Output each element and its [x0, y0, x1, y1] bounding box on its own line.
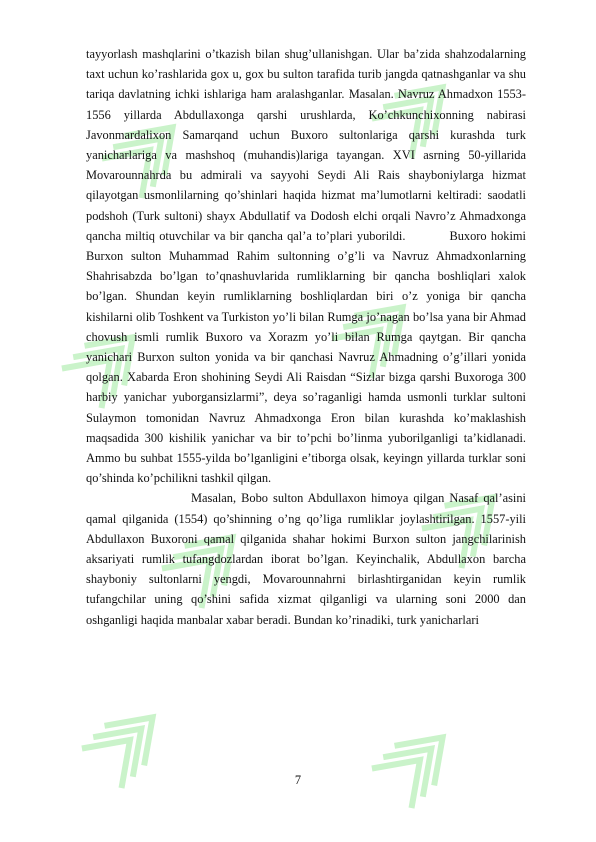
paragraph-2: Masalan, Bobo sulton Abdullaxon himoya qilgan Nasaf qal’asini qamal qilganida (1554) qo’shinning o’ng qo’liga rumliklar joylashtirilgan. 1557-yili Abdullaxon Buxoroni qamal qilganida shahar hokimi Burxon sulton jangchilarinish aksariyati rumlik tufangdozlardan iborat bo’lgan. Keyinchalik, Abdullaxon barcha shayboniy sultonlarni yengdi, Movarounnahrni birlashtirganidan keyin rumlik tufangchilar uning qo’shini safida xizmat qilganligi va ularning soni 2000 dan oshganligi haqida manbalar xabar beradi. Bundan ko’rinadiki, turk yanicharlari — [86, 491, 526, 627]
page-number: 7 — [294, 773, 302, 787]
watermark-chevron — [93, 709, 161, 777]
watermark-chevron — [105, 698, 173, 766]
body-text — [86, 44, 526, 630]
watermark-mark — [372, 718, 463, 809]
paragraph-1: tayyorlash mashqlarini o’tkazish bilan shug’ullanishgan. Ular ba’zida shahzodalarning taxt uchun ko’rashlarida gox u, gox bu sulton tarafida turib jangda qatnashganlar va shu tariqa davlatning ichki ishlariga ham aralashganlar. Masalan. Navruz Ahmadxon 1553-1556 yillarda Abdullaxonga qarshi urushlarda, Ko’chkunchixonning nabirasi Javonmardalixon Samarqand uchun Buxoro sultonlariga qarshi kurashda turk yanicharlariga va mashshoq (muhandis)lariga tayangan. XVI asrning 50-yillarida Movarounnahrda bu admirali va sayyohi Seydi Ali Rais shayboniylarga hizmat qilayotgan usmonlilarning qo’shinlari haqida hizmat ma’lumotlarni keltiradi: saodatli podshoh (Turk sultoni) shayx Abdullatif va Dodosh elchi orqali Navro’z Ahmadxonga qancha miltiq otuvchilar va bir qancha qal’a to’plari yuborildi. Buxoro hokimi Burxon sulton Muhammad Rahim sultonning o’g’li va Navruz Ahmadxonlarning Shahrisabzda bo’lgan to’qnashuvlarida rumliklarning bir qancha boshliqlari xalok bo’lgan. Shundan keyin rumliklarning boshliqlardan biri o’z yoniga bir qancha kishilarni olib Toshkent va Turkiston yo’li bilan Rumga jo’nagan bo’lsa yana bir Ahmad chovush ismli rumlik Buxoro va Xorazm yo’li bilan Rumga qaytgan. Bir qancha yanichari Burxon sulton yonida va bir qanchasi Navruz Ahmadning o’g’illari yonida qolgan. Xabarda Eron shohining Seydi Ali Raisdan “Sizlar bizga qarshi Buxoroga 300 harbiy yanichar yuborgansizlarmi”, deya so’raganligi hamda usmonli turklar sultoni Sulaymon tomonidan Navruz Ahmadxonga Eron bilan kurashda ko’maklashish maqsadida 300 kishilik yanichar va bir to’pchi bo’linma yuborilganligi ta’kidlanadi. Ammo bu suhbat 1555-yilda bo’lganligini e’tiborga olsak, keyingn yillarda turklar soni qo’shinda ko’pchilikni tashkil qilgan. — [86, 47, 526, 486]
